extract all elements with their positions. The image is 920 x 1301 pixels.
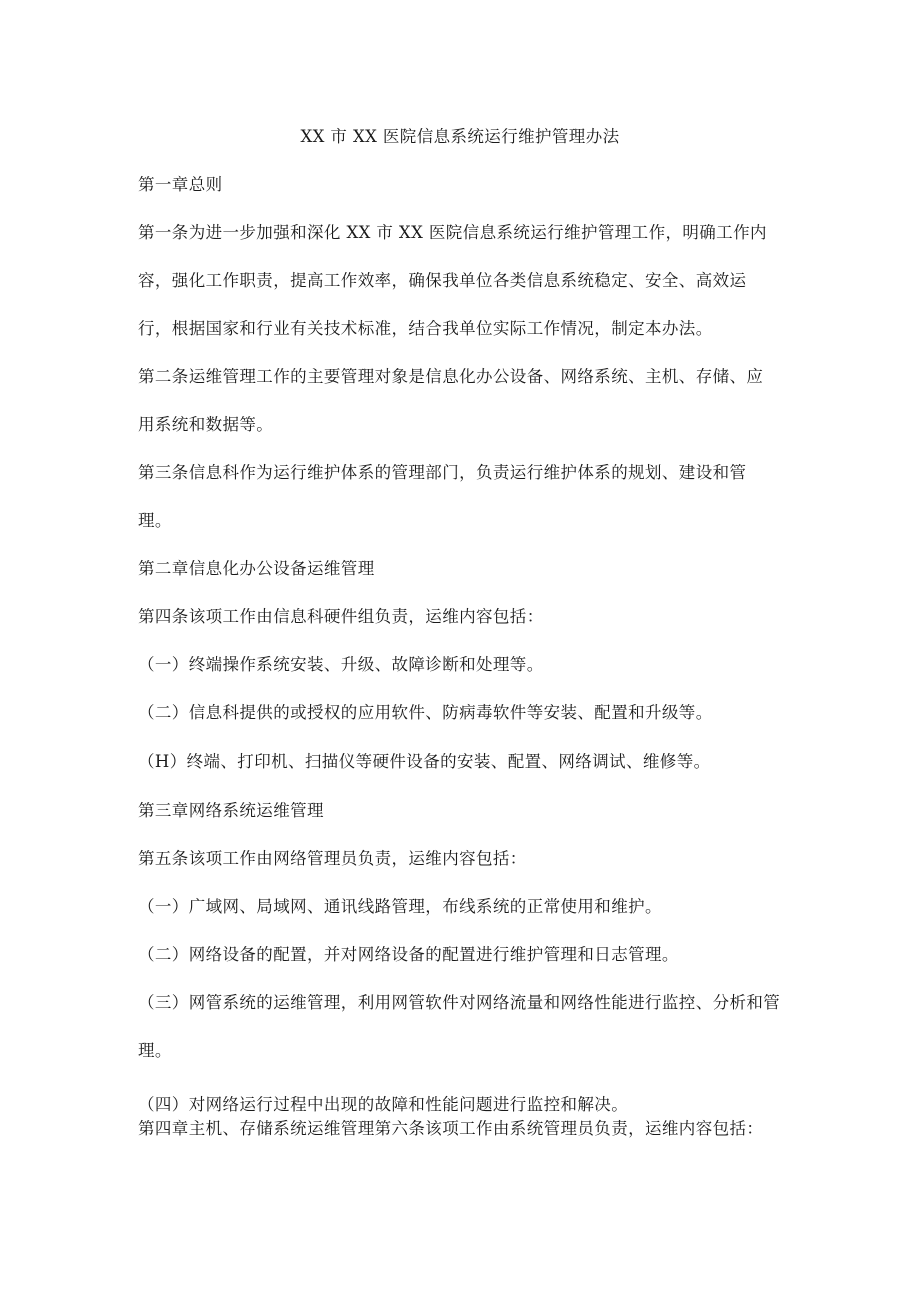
- document-title: XX 市 XX 医院信息系统运行维护管理办法: [300, 127, 620, 146]
- list-item: （H）终端、打印机、扫描仪等硬件设备的安装、配置、网络调试、维修等。: [138, 752, 711, 771]
- chapter-heading: 第一章总则: [138, 175, 223, 194]
- paragraph-line: 第五条该项工作由网络管理员负责，运维内容包括：: [138, 849, 527, 868]
- chapter-heading: 第四章主机、存储系统运维管理第六条该项工作由系统管理员负责，运维内容包括：: [138, 1119, 764, 1138]
- paragraph-line: 理。: [138, 1041, 172, 1060]
- paragraph-line: 理。: [138, 511, 172, 530]
- paragraph-line: 第三条信息科作为运行维护体系的管理部门，负责运行维护体系的规划、建设和管: [138, 463, 747, 482]
- list-item: （二）信息科提供的或授权的应用软件、防病毒软件等安装、配置和升级等。: [138, 703, 713, 722]
- list-item: （三）网管系统的运维管理，利用网管软件对网络流量和网络性能进行监控、分析和管: [138, 993, 781, 1012]
- chapter-heading: 第三章网络系统运维管理: [138, 801, 324, 820]
- paragraph-line: 容，强化工作职责，提高工作效率，确保我单位各类信息系统稳定、安全、高效运: [138, 271, 747, 290]
- paragraph-line: 第四条该项工作由信息科硬件组负责，运维内容包括：: [138, 607, 544, 626]
- list-item: （二）网络设备的配置，并对网络设备的配置进行维护管理和日志管理。: [138, 945, 679, 964]
- paragraph-line: 用系统和数据等。: [138, 415, 274, 434]
- paragraph-line: 第一条为进一步加强和深化 XX 市 XX 医院信息系统运行维护管理工作，明确工作内: [138, 223, 767, 242]
- paragraph-line: 第二条运维管理工作的主要管理对象是信息化办公设备、网络系统、主机、存储、应: [138, 367, 764, 386]
- list-item: （一）广域网、局域网、通讯线路管理，布线系统的正常使用和维护。: [138, 897, 662, 916]
- list-item: （四）对网络运行过程中出现的故障和性能问题进行监控和解决。: [138, 1095, 629, 1114]
- paragraph-line: 行，根据国家和行业有关技术标准，结合我单位实际工作情况，制定本办法。: [138, 319, 713, 338]
- list-item: （一）终端操作系统安装、升级、故障诊断和处理等。: [138, 655, 544, 674]
- chapter-heading: 第二章信息化办公设备运维管理: [138, 559, 375, 578]
